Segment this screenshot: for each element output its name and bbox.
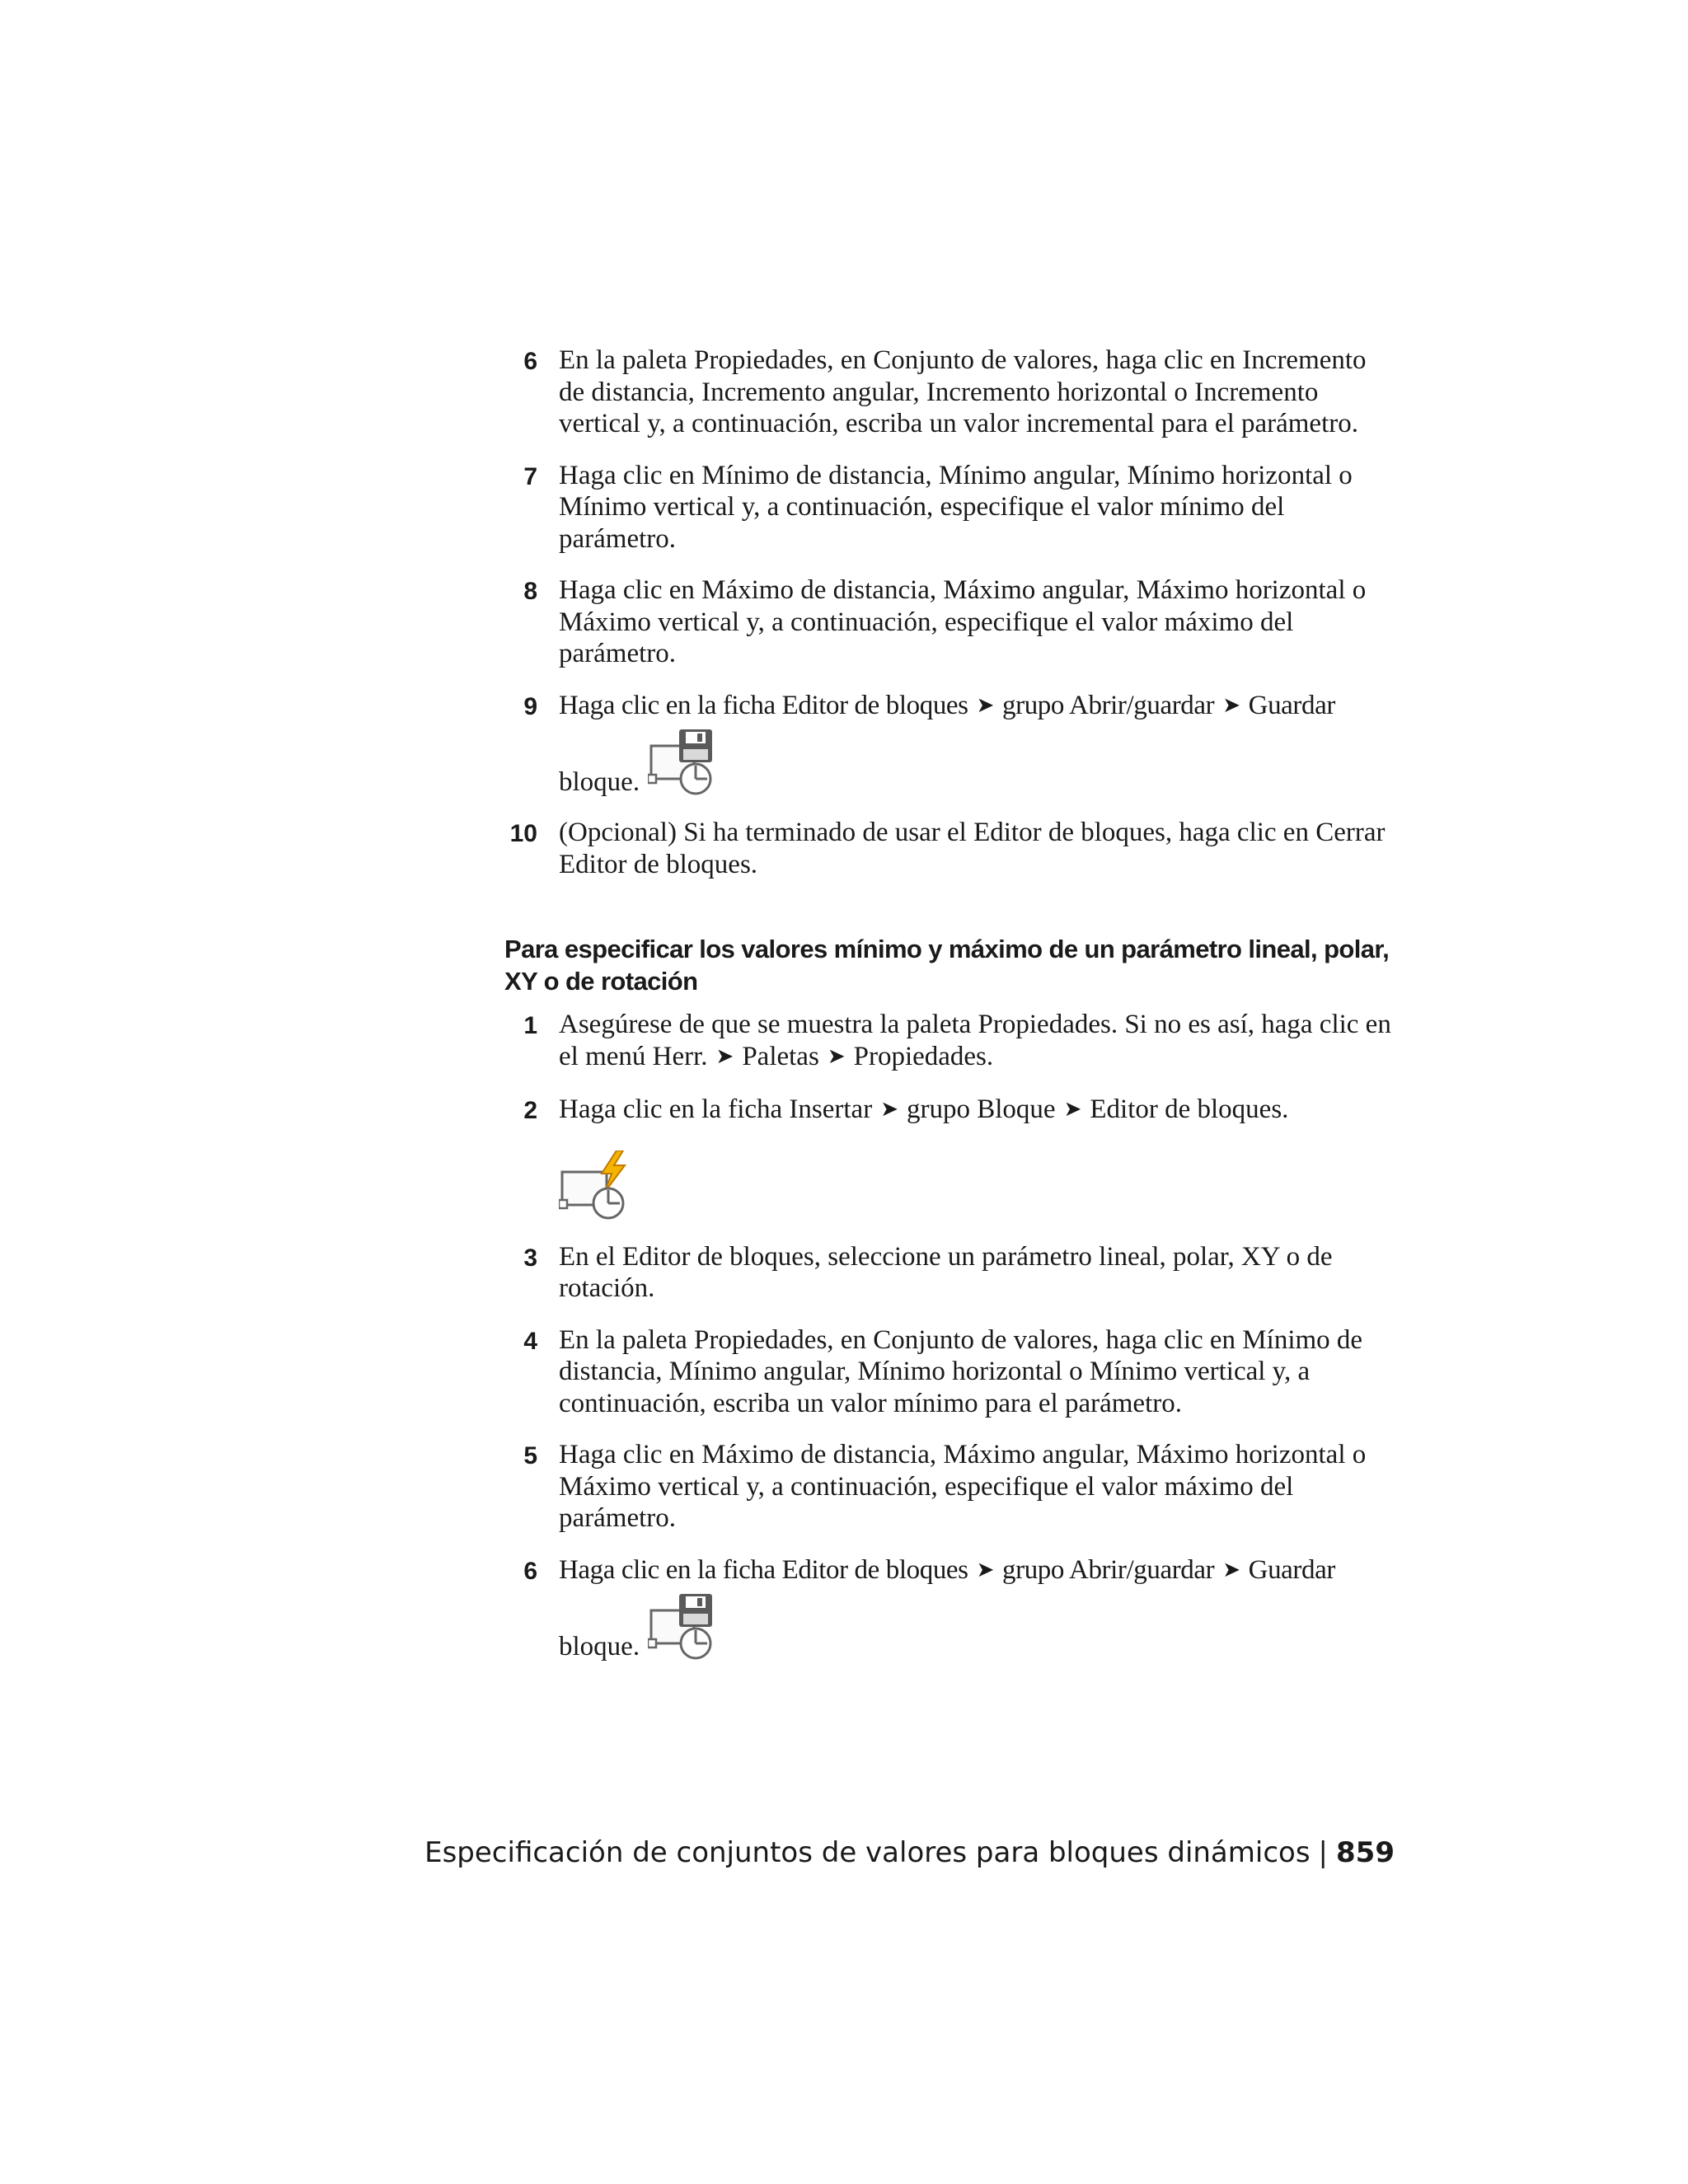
arrow-icon: ➤ <box>880 1097 898 1122</box>
step-text <box>559 1009 1395 1074</box>
block-editor-icon <box>559 1151 1395 1221</box>
arrow-icon: ➤ <box>827 1043 846 1069</box>
step-number: 6 <box>523 348 537 375</box>
page-footer <box>424 1836 1395 1869</box>
step-number: 10 <box>509 820 537 847</box>
list-item <box>504 344 1395 440</box>
ribbon-group-reference: grupo Bloque <box>907 1094 1056 1124</box>
section-heading: Para especificar los valores mínimo y máximo de un parámetro lineal, polar, XY o de rotación <box>504 935 1390 996</box>
ribbon-tab-reference: Haga clic en la ficha Insertar <box>559 1094 873 1124</box>
list-item <box>504 690 1395 798</box>
menu-reference: Paletas <box>742 1041 819 1071</box>
step-number: 6 <box>523 1557 537 1585</box>
save-block-icon <box>648 1592 717 1661</box>
footer-separator: | <box>1318 1836 1329 1869</box>
step-text: Haga clic en Mínimo de distancia, Mínimo angular, Mínimo horizontal o Mínimo vertical y, a continuación, especifique el valor mínimo del parámetro. <box>559 460 1353 554</box>
command-reference: Guardar <box>1248 690 1335 720</box>
step-number: 8 <box>523 578 537 605</box>
ribbon-group-reference: grupo Abrir/guardar <box>1002 690 1215 720</box>
save-block-icon <box>648 728 717 797</box>
step-number: 7 <box>523 462 537 490</box>
command-reference-tail: bloque. <box>559 767 640 797</box>
step-number: 2 <box>523 1097 537 1124</box>
list-item <box>504 817 1395 880</box>
step-text: Haga clic en Máximo de distancia, Máximo angular, Máximo horizontal o Máximo vertical y, a continuación, especifique el valor máximo del parámetro. <box>559 575 1367 668</box>
list-item <box>504 1324 1395 1420</box>
list-item <box>504 460 1395 555</box>
list-item <box>504 1009 1395 1074</box>
step-text <box>559 1094 1395 1127</box>
arrow-icon: ➤ <box>1222 692 1240 718</box>
step-number: 3 <box>523 1244 537 1272</box>
page-number: 859 <box>1336 1836 1395 1869</box>
ribbon-tab-reference: Haga clic en la ficha Editor de bloques <box>559 690 968 720</box>
arrow-icon: ➤ <box>1222 1557 1240 1582</box>
icon-line <box>559 728 1395 797</box>
list-item <box>504 574 1395 670</box>
command-reference-tail: bloque. <box>559 1632 640 1661</box>
list-item <box>504 1241 1395 1305</box>
menu-reference: Asegúrese de que se muestra la paleta Propiedades. Si no es así, haga clic en el menú Herr. <box>559 1010 1391 1071</box>
step-text <box>559 1554 1395 1588</box>
step-text: En la paleta Propiedades, en Conjunto de valores, haga clic en Mínimo de distancia, Mínimo angular, Mínimo horizontal o Mínimo vertical y, a continuación, escriba un valor mínimo para el parámetro. <box>559 1324 1363 1418</box>
step-number: 4 <box>523 1327 537 1355</box>
step-text: Haga clic en Máximo de distancia, Máximo angular, Máximo horizontal o Máximo vertical y, a continuación, especifique el valor máximo del parámetro. <box>559 1440 1367 1533</box>
menu-reference: Propiedades. <box>853 1041 994 1071</box>
step-number: 1 <box>523 1012 537 1039</box>
page-content <box>504 344 1395 1681</box>
footer-title: Especificación de conjuntos de valores para bloques dinámicos <box>424 1836 1311 1869</box>
command-reference: Guardar <box>1248 1554 1335 1585</box>
arrow-icon: ➤ <box>1063 1097 1082 1122</box>
step-number: 5 <box>523 1442 537 1469</box>
step-text: (Opcional) Si ha terminado de usar el Editor de bloques, haga clic en Cerrar Editor de bloques. <box>559 818 1386 879</box>
ribbon-group-reference: grupo Abrir/guardar <box>1002 1554 1215 1585</box>
list-item <box>504 1439 1395 1535</box>
arrow-icon: ➤ <box>715 1043 734 1069</box>
list-item <box>504 1094 1395 1221</box>
icon-line <box>559 1592 1395 1661</box>
step-text: En la paleta Propiedades, en Conjunto de valores, haga clic en Incremento de distancia, Incremento angular, Incremento horizontal o Incremento vertical y, a continuación, escriba un valor incremental para el parámetro. <box>559 345 1367 438</box>
list-item <box>504 1554 1395 1662</box>
step-text: En el Editor de bloques, seleccione un parámetro lineal, polar, XY o de rotación. <box>559 1241 1333 1303</box>
step-text <box>559 690 1395 724</box>
arrow-icon: ➤ <box>976 692 994 718</box>
ribbon-tab-reference: Haga clic en la ficha Editor de bloques <box>559 1554 968 1585</box>
arrow-icon: ➤ <box>976 1557 994 1582</box>
command-reference: Editor de bloques. <box>1090 1094 1289 1124</box>
step-number: 9 <box>523 692 537 720</box>
